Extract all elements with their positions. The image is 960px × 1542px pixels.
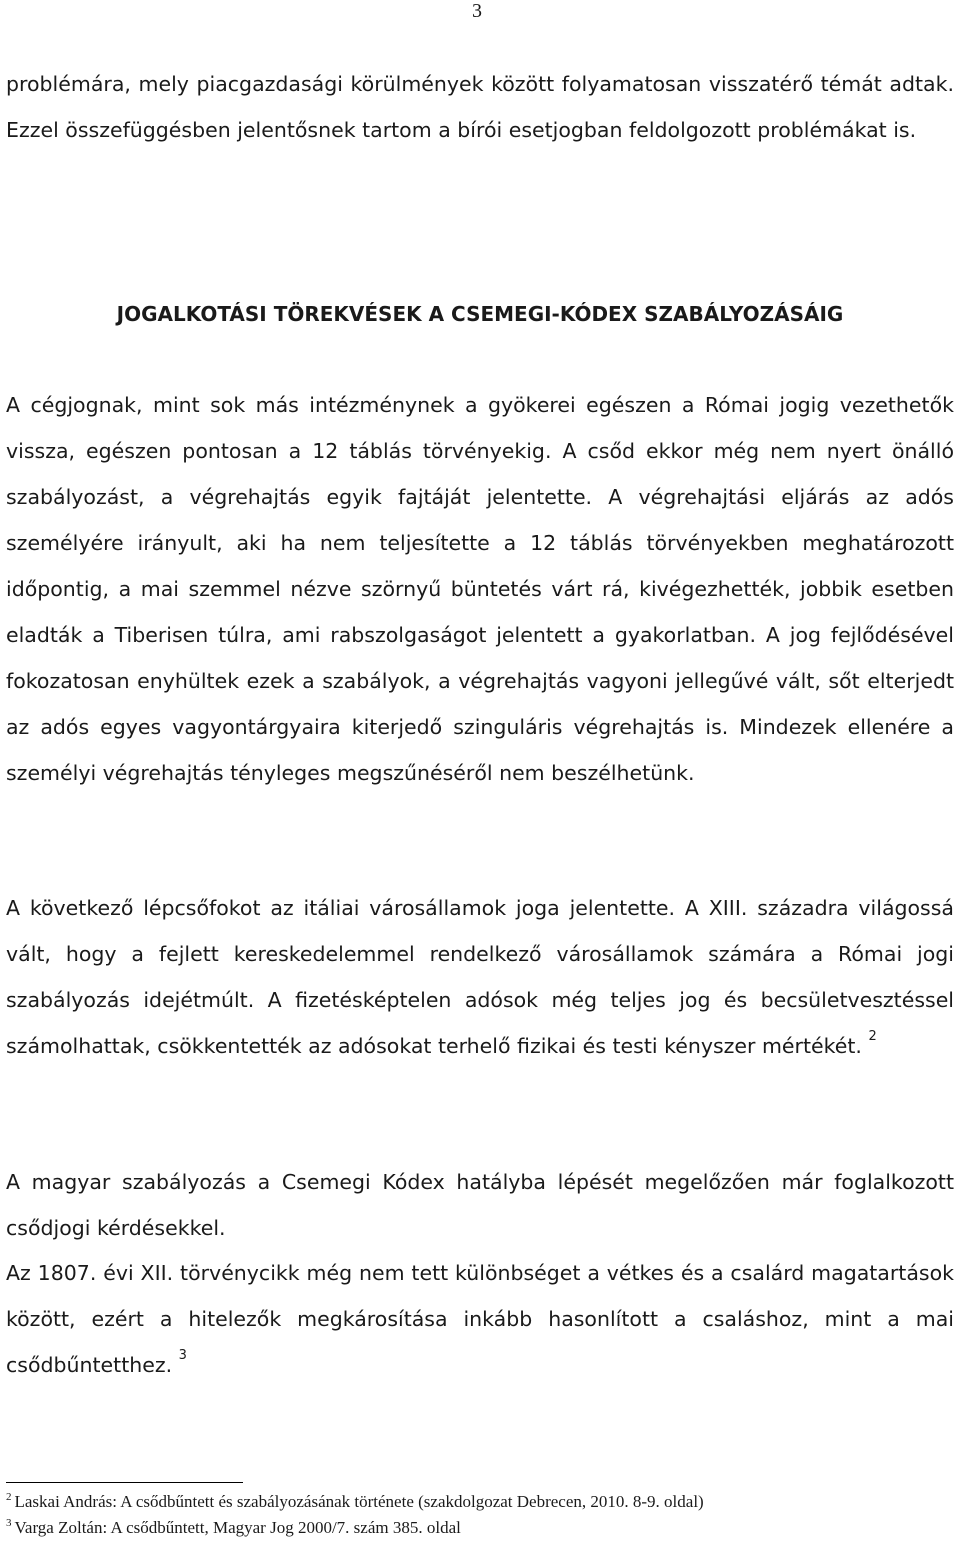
section-heading: JOGALKOTÁSI TÖREKVÉSEK A CSEMEGI-KÓDEX SZABÁLYOZÁSÁIG (116, 302, 844, 326)
paragraph-italian-city-states (6, 885, 954, 1073)
page-number: 3 (472, 0, 482, 22)
footnote-divider (6, 1482, 243, 1483)
footnote-number: 2 (6, 1491, 12, 1503)
footnote-ref-2[interactable]: 2 (868, 1029, 877, 1044)
intro-paragraph: problémára, mely piacgazdasági körülmények között folyamatosan visszatérő témát adtak. Ezzel összefüggésben jelentősnek tartom a bírói esetjogban feldolgozott problémákat is. (6, 72, 954, 142)
footnote-ref-3[interactable]: 3 (178, 1348, 187, 1363)
paragraph-roman-law: A cégjognak, mint sok más intézménynek a gyökerei egészen a Római jogig vezethetők vissza, egészen pontosan a 12 táblás törvényekig. A csőd ekkor még nem nyert önálló szabályozást, a végrehajtás egyik fajtáját jelentette. A végrehajtási eljárás az adós személyére irányult, aki ha nem teljesítette a 12 táblás törvényekben meghatározott időpontig, a mai szemmel nézve szörnyű büntetés várt rá, kivégezhették, jobbik esetben eladták a Tiberisen túlra, ami rabszolgaságot jelentett a gyakorlatban. A jog fejlődésével fokozatosan enyhültek ezek a szabályok, a végrehajtás vagyoni jellegűvé vált, sőt elterjedt az adós egyes vagyontárgyaira kiterjedő szinguláris végrehajtás is. Mindezek ellenére a személyi végrehajtás tényleges megszűnéséről nem beszélhetünk. (6, 393, 954, 785)
footnote-item (6, 1516, 704, 1542)
footnotes (6, 1490, 704, 1542)
footnote-number: 3 (6, 1517, 12, 1529)
paragraph-1807-act (6, 1250, 954, 1392)
paragraph-text: Az 1807. évi XII. törvénycikk még nem tett különbséget a vétkes és a csalárd magatartások között, ezért a hitelezők megkárosítása inkább hasonlított a csaláshoz, mint a mai csődbűntetthez. (6, 1261, 954, 1377)
paragraph-text: A következő lépcsőfokot az itáliai városállamok joga jelentette. A XIII. századra világossá vált, hogy a fejlett kereskedelemmel rendelkező városállamok számára a Római jogi szabályozás idejétmúlt. A fizetésképtelen adósok még teljes jog és becsületvesztéssel számolhattak, csökkentették az adósokat terhelő fizikai és testi kényszer mértékét. (6, 896, 954, 1058)
footnote-text: Laskai András: A csődbűntett és szabályozásának története (szakdolgozat Debrecen, 2010. 8-9. oldal) (14, 1492, 704, 1511)
footnote-item (6, 1490, 704, 1516)
footnote-text: Varga Zoltán: A csődbűntett, Magyar Jog 2000/7. szám 385. oldal (14, 1518, 461, 1537)
paragraph-hungarian-regulation: A magyar szabályozás a Csemegi Kódex hatályba lépését megelőzően már foglalkozott csődjogi kérdésekkel. (6, 1170, 954, 1240)
